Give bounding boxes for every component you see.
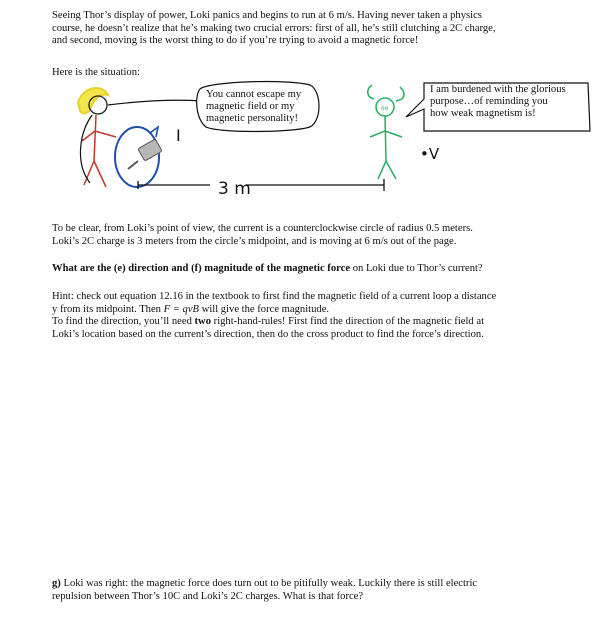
question-g <box>52 578 572 603</box>
intro-line-2: course, he doesn’t realize that he’s making two crucial errors: first of all, he’s still clutching a 2C charge, <box>52 22 496 34</box>
thor-cape <box>80 115 92 183</box>
hint-line-1: Hint: check out equation 12.16 in the textbook to first find the magnetic field of a current loop a distance <box>52 291 497 302</box>
hint-paragraph <box>52 291 572 341</box>
loki-speech-line-3: how weak magnetism is! <box>430 108 536 119</box>
speech-tail-thor <box>108 100 202 105</box>
loki-speech-line-1: I am burdened with the glorious <box>430 84 566 95</box>
question-ef-bold: What are the (e) direction and (f) magnitude of the magnetic force <box>52 263 351 274</box>
intro-paragraph <box>52 10 572 48</box>
question-g-line-1: Loki was right: the magnetic force does turn out to be pitifully weak. Luckily there is still electric <box>60 578 478 589</box>
distance-label: 3 m <box>218 179 251 199</box>
hint-line-2 <box>52 304 572 317</box>
intro-line-3: and second, moving is the worst thing to do if you’re trying to avoid a magnetic force! <box>52 35 419 47</box>
thor-loki-figure <box>40 75 600 205</box>
clarify-line-2: Loki’s 2C charge is 3 meters from the circle’s midpoint, and is moving at 6 m/s out of the page. <box>52 235 457 247</box>
question-g-line-2: repulsion between Thor’s 10C and Loki’s 2C charges. What is that force? <box>52 590 364 602</box>
hint-line-3-prefix: To find the direction, you’ll need <box>52 316 195 328</box>
question-g-bold: g) <box>52 578 61 589</box>
question-ef-rest: on Loki due to Thor’s current? <box>350 263 483 274</box>
thor-stick-figure <box>82 115 116 187</box>
current-label: I <box>176 126 181 145</box>
loki-speech-line-2: purpose…of reminding you <box>430 96 548 107</box>
hint-line-3-bold: two <box>194 316 212 328</box>
distance-scale <box>138 179 384 191</box>
loki-stick-figure <box>368 85 404 179</box>
question-ef <box>52 263 572 276</box>
thor-hair <box>78 88 108 113</box>
velocity-label: •V <box>420 145 440 163</box>
clarify-line-1: To be clear, from Loki’s point of view, the current is a counterclockwise circle of radius 0.5 meters. <box>52 223 473 234</box>
hint-line-3 <box>52 316 572 329</box>
force-formula: F = qvB <box>163 303 200 315</box>
situation-label: Here is the situation: <box>52 67 140 78</box>
hint-line-2-prefix: y from its midpoint. Then <box>52 303 164 315</box>
hammer-icon <box>128 139 162 169</box>
intro-line-1: Seeing Thor’s display of power, Loki panics and begins to run at 6 m/s. Having never taken a physics <box>52 10 482 21</box>
clarify-paragraph <box>52 223 572 248</box>
thor-speech-text <box>206 89 304 124</box>
thor-speech-line-2: magnetic field or my <box>206 101 295 112</box>
thor-speech-line-1: You cannot escape my <box>206 89 302 100</box>
hint-line-4: Loki’s location based on the current’s direction, then do the cross product to find the force’s direction. <box>52 328 484 340</box>
hint-line-3-suffix: right-hand-rules! First find the direction of the magnetic field at <box>211 316 485 328</box>
thor-speech-line-3: magnetic personality! <box>206 113 299 124</box>
hint-line-2-suffix: will give the force magnitude. <box>199 303 330 315</box>
loki-face: oo <box>381 105 389 112</box>
